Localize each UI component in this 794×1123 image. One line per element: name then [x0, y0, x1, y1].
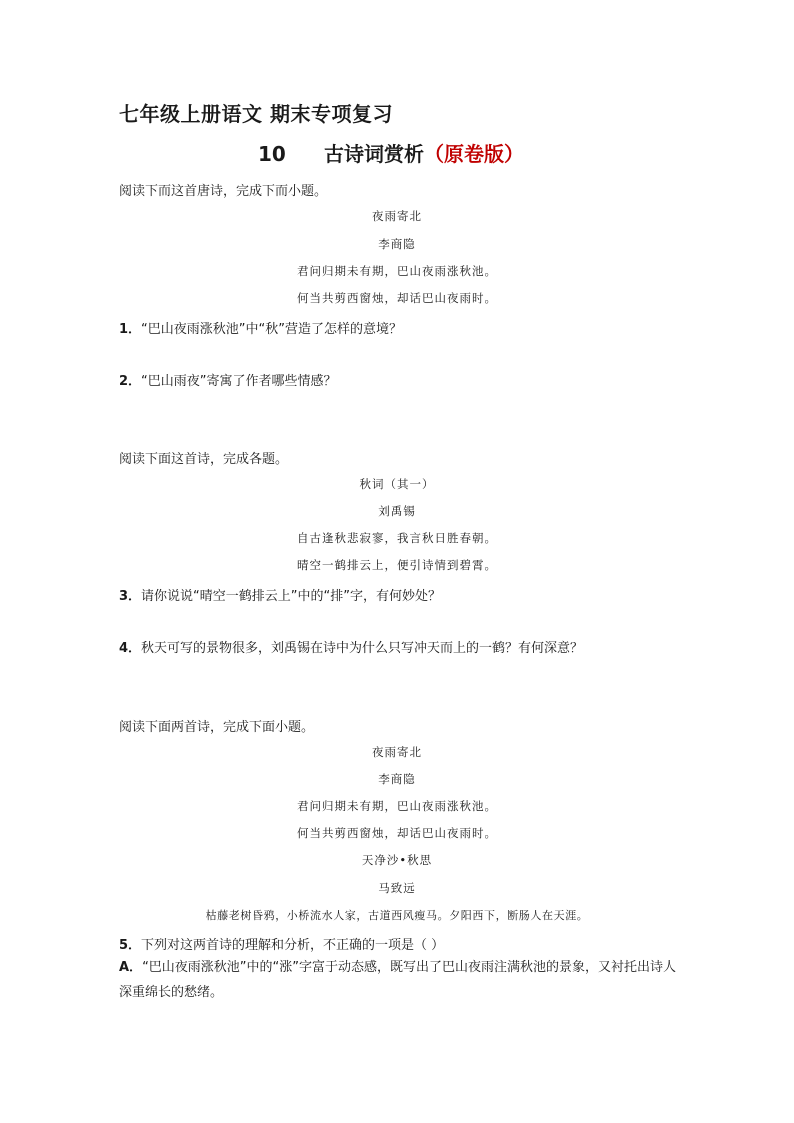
- section-tag: （原卷版）: [424, 142, 524, 166]
- question-5: [119, 934, 444, 953]
- option-a-text: “巴山夜雨涨秋池”中的“涨”字富于动态感，既写出了巴山夜雨注满秋池的景象，又衬托出诗人深重绵长的愁绪。: [119, 960, 677, 1000]
- section-number: 10: [258, 142, 286, 166]
- part3-poem2-author: 马致远: [378, 881, 416, 895]
- part3-poem2-title: 天净沙•秋思: [361, 853, 433, 867]
- part2-instruction: 阅读下面这首诗，完成各题。: [119, 452, 289, 467]
- part1-poem-line-2: 何当共剪西窗烛，却话巴山夜雨时。: [297, 291, 497, 305]
- question-2-number: 2．: [119, 374, 142, 389]
- part3-poem1-title: 夜雨寄北: [372, 745, 422, 759]
- question-4-number: 4．: [119, 641, 142, 656]
- question-4-text: 秋天可写的景物很多，刘禹锡在诗中为什么只写冲天而上的一鹤？有何深意？: [141, 641, 584, 656]
- part3-instruction: 阅读下面两首诗，完成下面小题。: [119, 720, 315, 735]
- question-3-text: 请你说说“晴空一鹤排云上”中的“排”字，有何妙处？: [141, 589, 441, 604]
- question-5-text: 下列对这两首诗的理解和分析，不正确的一项是（ ）: [141, 938, 445, 953]
- part2-poem-title: 秋词（其一）: [359, 477, 435, 491]
- part3-poem1-line-1: 君问归期未有期，巴山夜雨涨秋池。: [297, 799, 497, 813]
- question-1-text: “巴山夜雨涨秋池”中“秋”营造了怎样的意境？: [141, 322, 402, 337]
- part3-poem1-line-2: 何当共剪西窗烛，却话巴山夜雨时。: [297, 826, 497, 840]
- part2-poem-line-1: 自古逢秋悲寂寥，我言秋日胜春朝。: [297, 531, 497, 545]
- part1-poem-author: 李商隐: [378, 237, 416, 251]
- question-2-text: “巴山雨夜”寄寓了作者哪些情感？: [141, 374, 337, 389]
- part3-poem2-line-1: 枯藤老树昏鸦，小桥流水人家，古道西风瘦马。夕阳西下，断肠人在天涯。: [205, 909, 589, 922]
- section-title: 古诗词赏析: [324, 142, 424, 166]
- question-5-option-a: [119, 955, 679, 1005]
- document-title: 七年级上册语文 期末专项复习: [119, 102, 393, 126]
- section-heading: [258, 138, 524, 167]
- question-3-number: 3．: [119, 589, 142, 604]
- option-a-label: A．: [119, 960, 143, 975]
- part2-poem-line-2: 晴空一鹤排云上，便引诗情到碧霄。: [297, 558, 497, 572]
- part2-poem-author: 刘禹锡: [378, 504, 416, 518]
- part3-poem1-author: 李商隐: [378, 772, 416, 786]
- question-1-number: 1．: [119, 322, 142, 337]
- question-5-number: 5．: [119, 938, 142, 953]
- part1-poem-line-1: 君问归期未有期，巴山夜雨涨秋池。: [297, 264, 497, 278]
- question-2: [119, 370, 337, 389]
- question-1: [119, 318, 402, 337]
- question-3: [119, 585, 441, 604]
- part1-instruction: 阅读下而这首唐诗，完成下而小题。: [119, 184, 328, 199]
- question-4: [119, 637, 583, 656]
- part1-poem-title: 夜雨寄北: [372, 209, 422, 223]
